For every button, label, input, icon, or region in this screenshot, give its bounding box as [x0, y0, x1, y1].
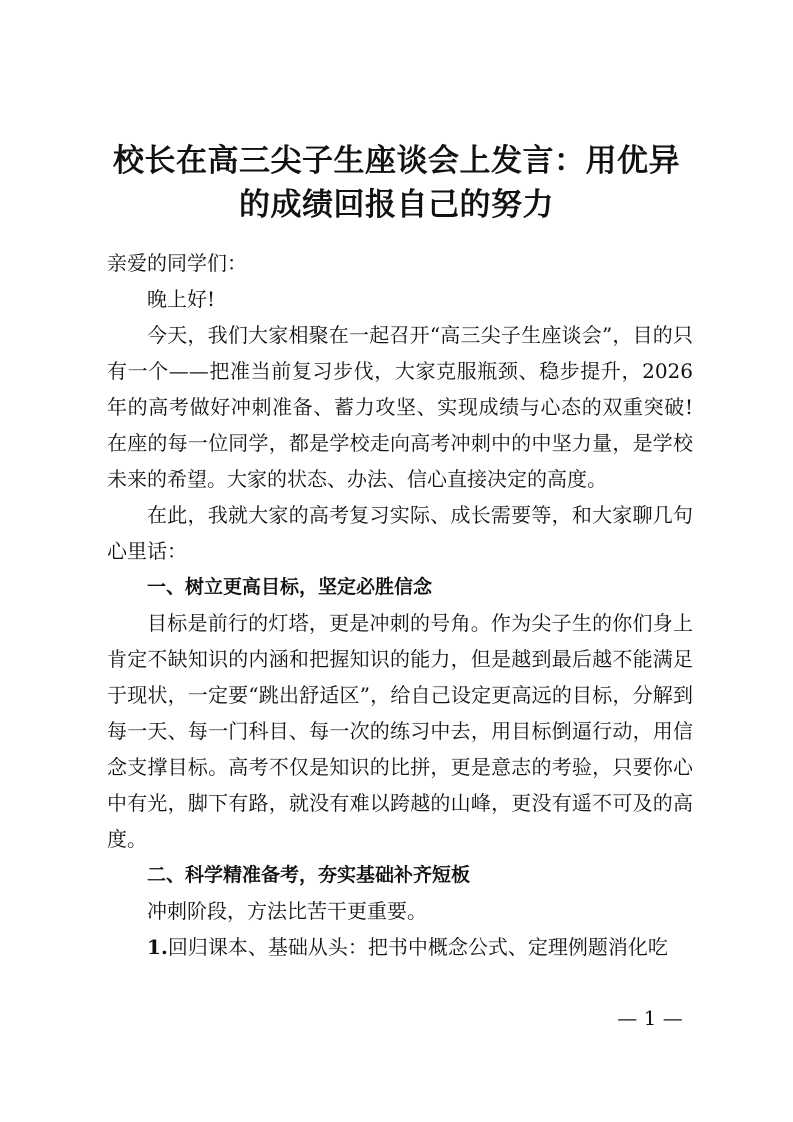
item-text: 回归课本、基础从头：把书中概念公式、定理例题消化吃 — [167, 935, 668, 959]
numbered-item-1 — [107, 929, 693, 965]
page-number: — 1 — — [617, 1006, 683, 1030]
paragraph-3: 目标是前行的灯塔，更是冲刺的号角。作为尖子生的你们身上肯定不缺知识的内涵和把握知识的能力，但是越到最后越不能满足于现状，一定要“跳出舒适区”，给自己设定更高远的目标，分解到每一天、每一门科目、每一次的练习中去，用目标倒逼行动，用信念支撑目标。高考不仅是知识的比拼，更是意志的考验，只要你心中有光，脚下有路，就没有难以跨越的山峰，更没有遥不可及的高度。 — [107, 611, 693, 851]
greeting: 晚上好! — [147, 287, 216, 311]
title-line-1: 校长在高三尖子生座谈会上发言：用优异 — [113, 143, 680, 179]
section-heading-2: 二、科学精准备考，夯实基础补齐短板 — [147, 864, 471, 886]
title-line-2: 的成绩回报自己的努力 — [239, 187, 554, 223]
section-heading-1: 一、树立更高目标，坚定必胜信念 — [147, 576, 433, 598]
salutation: 亲爱的同学们： — [107, 251, 247, 275]
paragraph-4: 冲刺阶段，方法比苦干更重要。 — [147, 899, 427, 923]
item-number: 1. — [147, 935, 168, 959]
document-body — [107, 245, 693, 965]
paragraph-1: 今天，我们大家相聚在一起召开“高三尖子生座谈会”，目的只有一个——把准当前复习步伐，大家克服瓶颈、稳步提升，2026年的高考做好冲刺准备、蓄力攻坚、实现成绩与心态的双重突破!在座的每一位同学，都是学校走向高考冲刺中的中坚力量，是学校未来的希望。大家的状态、办法、信心直接决定的高度。 — [107, 323, 693, 491]
document-title — [100, 139, 693, 227]
paragraph-2: 在此，我就大家的高考复习实际、成长需要等，和大家聊几句心里话： — [107, 503, 693, 563]
